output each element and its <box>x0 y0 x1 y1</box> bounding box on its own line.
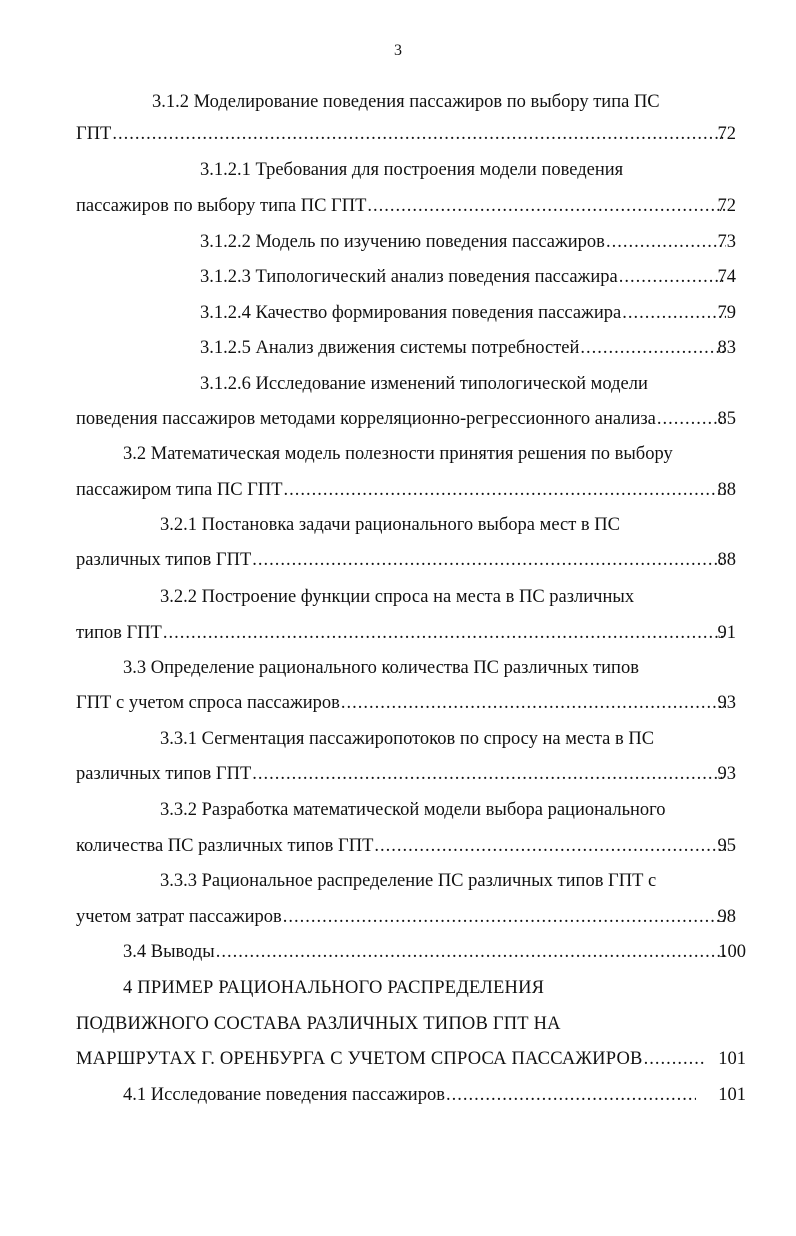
toc-entry-3-1-2-6-line1: 3.1.2.6 Исследование изменений типологической модели <box>200 374 648 394</box>
toc-entry-3-3-line2 <box>76 691 726 715</box>
leader-dots <box>446 1083 696 1107</box>
toc-page-number: 79 <box>717 303 736 323</box>
toc-text: 3.1.2.2 Модель по изучению поведения пассажиров <box>200 232 605 252</box>
toc-text: учетом затрат пассажиров <box>76 907 282 927</box>
leader-dots <box>374 834 726 858</box>
toc-entry-3-3-3-line2 <box>76 905 726 929</box>
leader-dots <box>252 762 726 786</box>
toc-page-number: 101 <box>718 1085 746 1105</box>
toc-page-number: 72 <box>717 124 736 144</box>
toc-page-number: 100 <box>718 942 746 962</box>
toc-entry-3-1-2-3 <box>200 265 726 289</box>
toc-page-number: 83 <box>717 338 736 358</box>
toc-text: 3.4 Выводы <box>123 942 215 962</box>
toc-entry-3-3-2-line1: 3.3.2 Разработка математической модели выбора рационального <box>160 800 666 820</box>
toc-page-number: 98 <box>717 907 736 927</box>
toc-entry-3-3-1-line1: 3.3.1 Сегментация пассажиропотоков по спросу на места в ПС <box>160 729 655 749</box>
leader-dots <box>112 122 726 146</box>
leader-dots <box>283 905 726 929</box>
toc-entry-3-2-line2 <box>76 478 726 502</box>
leader-dots <box>580 336 726 360</box>
toc-entry-3-1-2-5 <box>200 336 726 360</box>
leader-dots <box>284 478 726 502</box>
toc-entry-4-line3 <box>76 1047 706 1071</box>
toc-text: различных типов ГПТ <box>76 550 252 570</box>
toc-entry-4-1 <box>123 1083 696 1107</box>
leader-dots <box>252 548 726 572</box>
toc-entry-3-3-3-line1: 3.3.3 Рациональное распределение ПС различных типов ГПТ с <box>160 871 657 891</box>
toc-entry-3-1-2-1-line2 <box>76 194 726 218</box>
toc-page-number: 85 <box>717 409 736 429</box>
leader-dots <box>341 691 726 715</box>
toc-entry-3-3-1-line2 <box>76 762 726 786</box>
toc-page-number: 73 <box>717 232 736 252</box>
toc-entry-3-3-2-line2 <box>76 834 726 858</box>
leader-dots <box>644 1047 706 1071</box>
toc-page-number: 91 <box>717 623 736 643</box>
toc-text: поведения пассажиров методами корреляционно-регрессионного анализа <box>76 409 656 429</box>
toc-text: МАРШРУТАХ Г. ОРЕНБУРГА С УЧЕТОМ СПРОСА ПАССАЖИРОВ <box>76 1049 643 1069</box>
toc-entry-3-1-2-line1: 3.1.2 Моделирование поведения пассажиров по выбору типа ПС <box>152 92 660 112</box>
leader-dots <box>367 194 726 218</box>
toc-text: различных типов ГПТ <box>76 764 252 784</box>
toc-text: пассажиров по выбору типа ПС ГПТ <box>76 196 367 216</box>
page-number: 3 <box>394 42 402 59</box>
toc-entry-3-1-2-1-line1: 3.1.2.1 Требования для построения модели поведения <box>200 160 624 180</box>
toc-page-number: 88 <box>717 480 736 500</box>
leader-dots <box>622 301 726 325</box>
leader-dots <box>619 265 726 289</box>
toc-entry-3-2-2-line1: 3.2.2 Построение функции спроса на места в ПС различных <box>160 587 635 607</box>
toc-page-number: 88 <box>717 550 736 570</box>
toc-entry-4-line1: 4 ПРИМЕР РАЦИОНАЛЬНОГО РАСПРЕДЕЛЕНИЯ <box>123 978 545 998</box>
toc-text: количества ПС различных типов ГПТ <box>76 836 374 856</box>
toc-entry-3-2-1-line2 <box>76 548 726 572</box>
toc-text: 3.1.2.3 Типологический анализ поведения пассажира <box>200 267 618 287</box>
toc-entry-3-1-2-6-line2 <box>76 407 726 431</box>
leader-dots <box>657 407 726 431</box>
toc-entry-3-4 <box>123 940 726 964</box>
toc-entry-3-1-2-2 <box>200 230 726 254</box>
toc-text: 3.1.2.5 Анализ движения системы потребностей <box>200 338 580 358</box>
toc-page-number: 72 <box>717 196 736 216</box>
toc-page-number: 101 <box>718 1049 746 1069</box>
toc-entry-3-3-line1: 3.3 Определение рационального количества ПС различных типов <box>123 658 639 678</box>
toc-page-number: 93 <box>717 693 736 713</box>
toc-entry-3-1-2-line2 <box>76 122 726 146</box>
leader-dots <box>216 940 726 964</box>
leader-dots <box>163 621 726 645</box>
toc-text: типов ГПТ <box>76 623 162 643</box>
toc-text: 4.1 Исследование поведения пассажиров <box>123 1085 445 1105</box>
toc-entry-4-line2: ПОДВИЖНОГО СОСТАВА РАЗЛИЧНЫХ ТИПОВ ГПТ НА <box>76 1014 561 1034</box>
toc-entry-3-1-2-4 <box>200 301 726 325</box>
toc-text: 3.1.2.4 Качество формирования поведения пассажира <box>200 303 622 323</box>
leader-dots <box>606 230 726 254</box>
toc-text: ГПТ с учетом спроса пассажиров <box>76 693 340 713</box>
toc-entry-3-2-1-line1: 3.2.1 Постановка задачи рационального выбора мест в ПС <box>160 515 620 535</box>
toc-text: пассажиром типа ПС ГПТ <box>76 480 283 500</box>
toc-page-number: 74 <box>717 267 736 287</box>
toc-entry-3-2-2-line2 <box>76 621 726 645</box>
toc-page-number: 95 <box>717 836 736 856</box>
toc-page-number: 93 <box>717 764 736 784</box>
toc-entry-3-2-line1: 3.2 Математическая модель полезности принятия решения по выбору <box>123 444 673 464</box>
toc-text: ГПТ <box>76 124 112 144</box>
